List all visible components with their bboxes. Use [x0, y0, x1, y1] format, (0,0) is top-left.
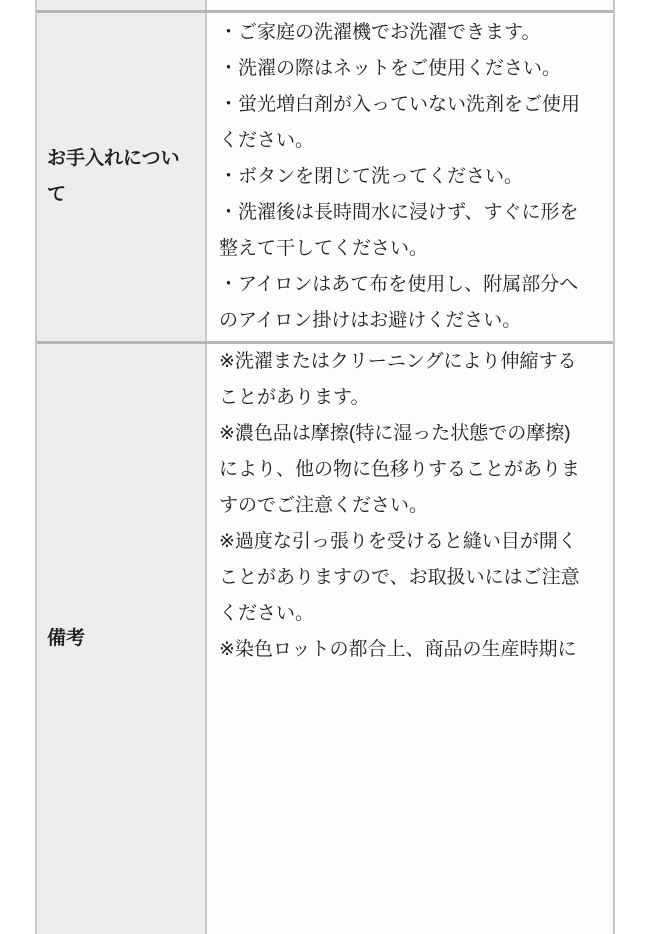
remark-line: により、他の物に色移りすることがありま	[219, 459, 581, 480]
care-instruction-line: ・洗濯の際はネットをご使用ください。	[219, 58, 562, 79]
row-header-cell-remarks	[37, 344, 207, 934]
care-instruction-line: ・洗濯後は長時間水に浸けず、すぐに形を	[219, 202, 579, 223]
table-row-care-instructions	[37, 13, 613, 344]
care-instruction-line: ・蛍光増白剤が入っていない洗剤をご使用	[219, 94, 581, 115]
remark-line: ことがあります。	[219, 387, 370, 408]
remark-line: すのでご注意ください。	[219, 495, 429, 516]
row-header-label: て	[47, 184, 67, 205]
care-instruction-line: ・アイロンはあて布を使用し、附属部分へ	[219, 274, 579, 295]
row-header-label: 備考	[47, 628, 86, 649]
care-instruction-line: ください。	[219, 130, 315, 151]
care-instruction-line: 整えて干してください。	[219, 238, 429, 259]
row-header-cell-care	[37, 13, 207, 341]
product-spec-table	[35, 0, 615, 934]
care-instruction-line: のアイロン掛けはお避けください。	[219, 310, 522, 331]
remark-line: ※染色ロットの都合上、商品の生産時期に	[219, 639, 577, 660]
table-row-remarks	[37, 344, 613, 934]
care-instruction-line: ・ボタンを閉じて洗ってください。	[219, 166, 524, 187]
row-header-label: お手入れについ	[47, 148, 180, 169]
row-content-cell-care	[207, 13, 613, 341]
remark-line: ください。	[219, 603, 315, 624]
remark-line: ※洗濯またはクリーニングにより伸縮する	[219, 351, 577, 372]
row-content-cell	[207, 0, 613, 10]
table-row-partial	[37, 0, 613, 13]
remark-line: ※濃色品は摩擦(特に湿った状態での摩擦)	[219, 423, 571, 444]
care-instruction-line: ・ご家庭の洗濯機でお洗濯できます。	[219, 22, 541, 43]
remark-line: ことがありますので、お取扱いにはご注意	[219, 567, 580, 588]
row-header-cell	[37, 0, 207, 10]
row-content-cell-remarks	[207, 344, 613, 934]
remark-line: ※過度な引っ張りを受けると縫い目が開く	[219, 531, 577, 552]
